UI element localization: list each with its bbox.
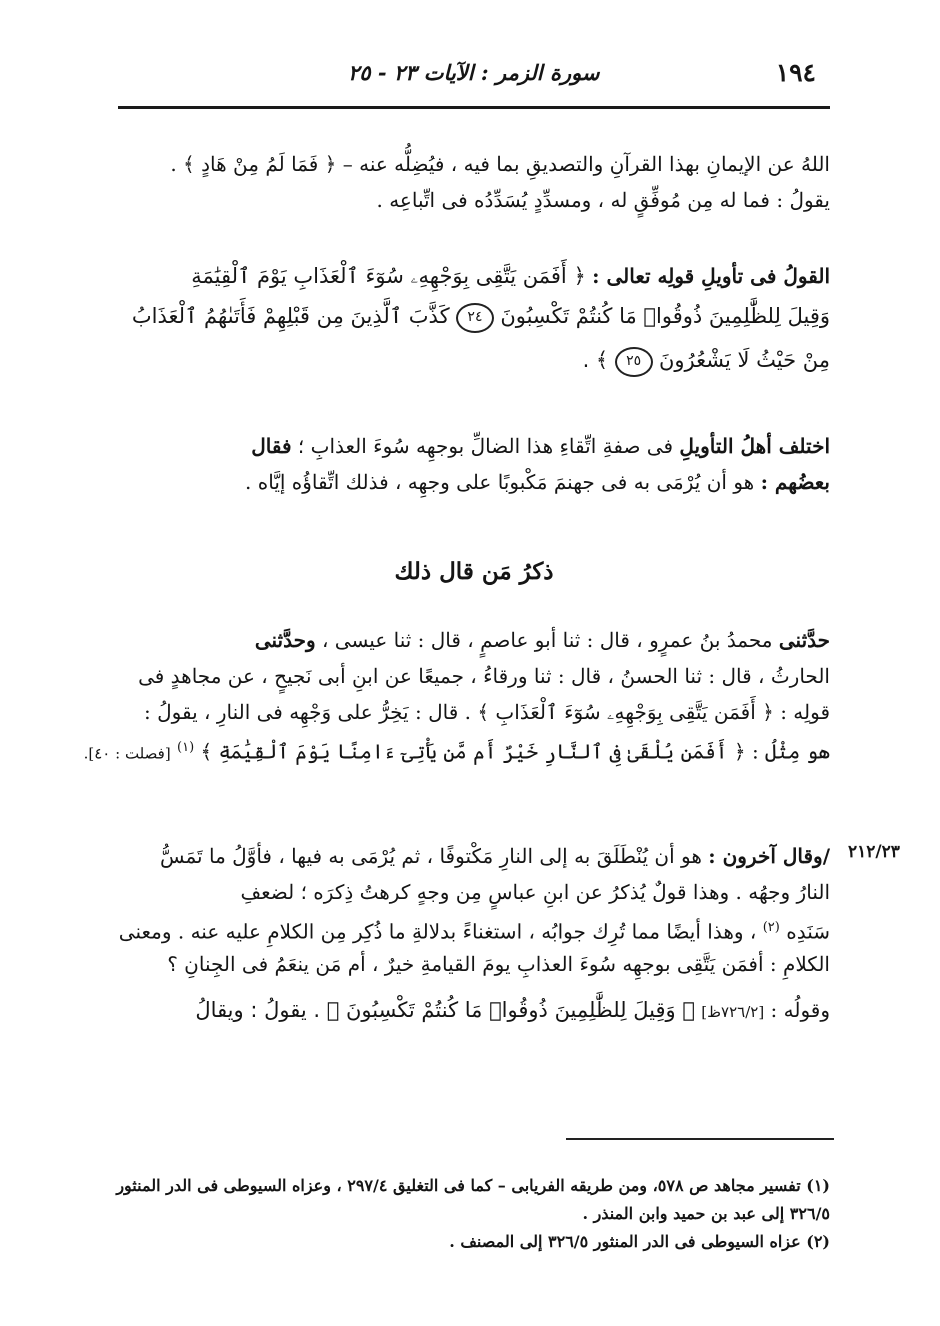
bold-phrase: بعضُهم : xyxy=(760,470,830,494)
verse-number-badge: ٢٥ xyxy=(615,347,653,377)
verse-number-badge: ٢٤ xyxy=(456,303,494,333)
bold-phrase: اختلف أهلُ التأويلِ xyxy=(679,434,830,458)
footnote-line: ٣٢٦/٥ إلى عبد بن حميد وابن المنذر . xyxy=(582,1204,830,1223)
paragraph-verse-citation xyxy=(118,258,830,382)
text-line: الحارثُ ، قال : ثنا الحسنُ ، قال : ثنا ورقاءُ ، جميعًا عن ابنِ أبى نَجيحٍ ، عن مجاهدٍ فى xyxy=(138,664,830,688)
text-line xyxy=(118,338,830,382)
quran-text: مِنْ حَيْثُ لَا يَشْعُرُونَ xyxy=(658,348,830,372)
plain-phrase: وقولُه : xyxy=(770,998,830,1022)
text-line xyxy=(118,258,830,294)
text-line: يقولُ : فما له مِن مُوفِّقٍ له ، ومسدِّدٍ يُسَدِّدُه فى اتِّباعِه . xyxy=(376,188,830,212)
section-heading: ذكرُ مَن قال ذلك xyxy=(394,558,554,585)
header-rule xyxy=(118,106,830,109)
running-title: سورة الزمر : الآيات ٢٣ - ٢٥ xyxy=(348,60,600,85)
quran-text: كَذَّبَ ٱلَّذِينَ مِن قَبْلِهِمْ فَأَتَىٰهُمُ ٱلْعَذَابُ xyxy=(131,304,450,328)
text-line xyxy=(118,464,830,500)
page-number: ١٩٤ xyxy=(775,58,816,87)
verse-lead: القولُ فى تأويلِ قولِه تعالى : xyxy=(592,264,830,288)
footnote-rule xyxy=(566,1138,834,1140)
text-line xyxy=(83,730,830,766)
margin-reference: ٢١٢/٢٣ xyxy=(848,842,900,862)
plain-phrase: محمدُ بنُ عمرٍو ، قال : ثنا أبو عاصمٍ ، قال : ثنا عيسى ، xyxy=(321,628,773,652)
paragraph-interpretation xyxy=(118,428,830,500)
plain-phrase: هو أن يُرْمَى به فى جهنمَ مَكْبوبًا على وجهِه ، فذلك اتِّقاؤُه إيَّاه . xyxy=(245,470,755,494)
plain-phrase: هو مِثْلُ : ﴿ أَفَمَن يُلْقَىٰ فِى ٱلنَّارِ خَيْرٌ أَم مَّن يَأْتِىٓ ءَامِنًا يَوْمَ ٱلْقِيَٰمَةِ ﴾ xyxy=(200,739,830,764)
footnote-marker: (١) xyxy=(177,740,195,755)
bold-phrase: فقال xyxy=(251,434,292,458)
text-line: النارُ وجهُه . وهذا قولٌ يُذكرُ عن ابنِ عباسٍ مِن وجهٍ كرهتُ ذِكرَه ؛ لضعفِ xyxy=(240,880,830,904)
manuscript-reference: [٧٢٦/٢ظ] xyxy=(701,1003,765,1021)
quran-text: ﴾ . xyxy=(582,348,609,372)
text-line xyxy=(118,428,830,464)
bold-phrase: وحدَّثنى xyxy=(254,628,316,652)
text-line xyxy=(118,992,830,1028)
text-line xyxy=(118,294,830,338)
plain-phrase: فى صفةِ اتِّقاءِ هذا الضالِّ بوجهِه سُوءَ العذابِ ؛ xyxy=(297,434,674,458)
plain-phrase: ، وهذا أيضًا مما تُرِك جوابُه ، استغناءً بدلالةِ ما ذُكِر مِن الكلامِ عليه عنه . ومعنى xyxy=(118,919,757,944)
quran-text: ﴿ وَقِيلَ لِلظَّٰلِمِينَ ذُوقُوا۟ مَا كُنتُمْ تَكْسِبُونَ ﴾ . يقولُ : ويقالُ xyxy=(195,998,695,1022)
text-line xyxy=(118,838,830,874)
footnotes xyxy=(118,1172,830,1256)
paragraph-other-view xyxy=(118,838,830,1028)
text-line: اللهُ عن الإيمانِ بهذا القرآنِ والتصديقِ بما فيه ، فيُضِلُّه عنه – ﴿ فَمَا لَمُ مِنْ هَادٍ ﴾ . xyxy=(170,152,830,176)
text-line xyxy=(118,910,830,946)
text-line xyxy=(118,622,830,658)
footnote-line: (٢) عزاه السيوطى فى الدر المنثور ٣٢٦/٥ إلى المصنف . xyxy=(449,1232,830,1251)
text-line: الكلامِ : أفمَن يَتَّقِى بوجهِه سُوءَ العذابِ يومَ القيامةِ خيرٌ ، أم مَن ينعَمُ فى الجِنانِ ؟ xyxy=(167,952,830,976)
paragraph-intro xyxy=(118,146,830,218)
paragraph-narration xyxy=(83,622,830,766)
surah-reference: [فصلت : ٤٠]. xyxy=(83,744,171,763)
plain-phrase: هو أن يُنْطَلَقَ به إلى النارِ مَكْتوفًا ، ثم يُرْمَى به فيها ، فأوَّلُ ما تَمَسُّ xyxy=(160,844,702,868)
plain-phrase: سَنَدِه xyxy=(786,919,830,944)
footnote-line: (١) تفسير مجاهد ص ٥٧٨، ومن طريقه الفريابى – كما فى التغليق ٢٩٧/٤ ، وعزاه السيوطى فى الدر المنثور xyxy=(116,1176,830,1195)
bold-phrase: /وقال آخرون : xyxy=(708,844,830,868)
quran-text: وَقِيلَ لِلظَّٰلِمِينَ ذُوقُوا۟ مَا كُنتُمْ تَكْسِبُونَ xyxy=(500,304,830,328)
text-line: قولِه : ﴿ أَفَمَن يَتَّقِى بِوَجْهِهِۦ سُوٓءَ ٱلْعَذَابِ ﴾ . قال : يَخِرُّ على وَجْهِه فى النارِ ، يقولُ : xyxy=(144,700,830,724)
bold-phrase: حدَّثنى xyxy=(778,628,830,652)
quran-text: ﴿ أَفَمَن يَتَّقِى بِوَجْهِهِۦ سُوٓءَ ٱلْعَذَابِ يَوْمَ ٱلْقِيَٰمَةِ xyxy=(191,264,586,288)
footnote-marker: (٢) xyxy=(762,920,780,935)
page-header xyxy=(118,58,822,98)
